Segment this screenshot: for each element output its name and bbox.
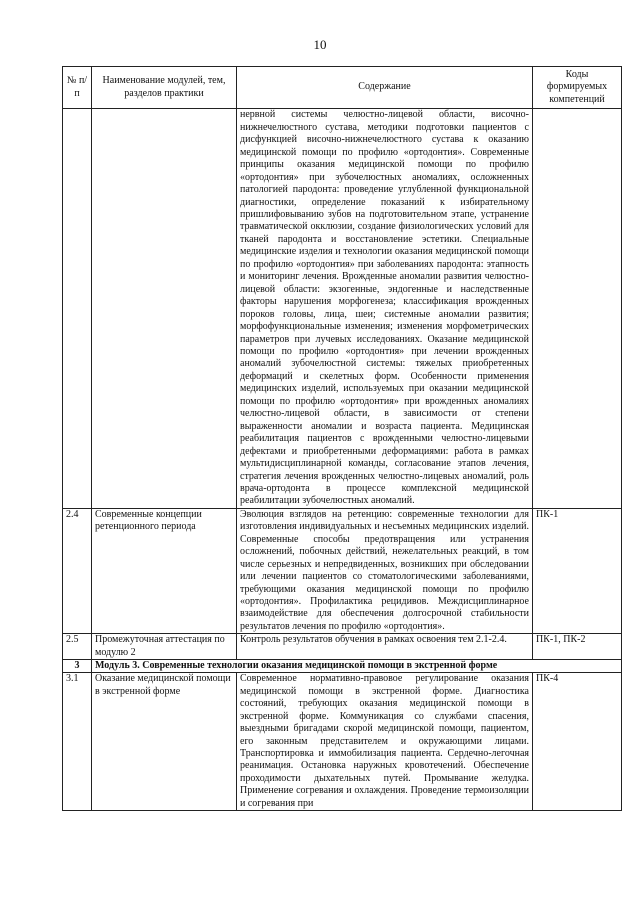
row-num	[63, 109, 92, 509]
row-content: Эволюция взглядов на ретенцию: современные технологии для изготовления индивидуальных и несъемных медицинских изделий. Современные способы предотвращения или устранения осложнений, побочных действий, нежелательных реакций, в том числе серьезных и непредвиденных, возникших при обследовании или лечении пациентов со стоматологическими заболеваниями, требующими оказания медицинской помощи по профилю «ортодонтия». Профилактика рецидивов. Междисциплинарное взаимодействие для обеспечения долгосрочной стабильности результатов лечения по профилю «ортодонтия».	[237, 508, 533, 634]
row-name: Промежуточная аттестация по модулю 2	[92, 634, 237, 660]
row-codes: ПК-1, ПК-2	[533, 634, 622, 660]
page-number: 10	[313, 37, 327, 52]
row-name: Современные концепции ретенционного периода	[92, 508, 237, 634]
header-num: № п/п	[63, 67, 92, 109]
table-row	[63, 634, 622, 660]
row-content: Контроль результатов обучения в рамках освоения тем 2.1-2.4.	[237, 634, 533, 660]
row-num: 2.5	[63, 634, 92, 660]
module-row	[63, 660, 622, 673]
row-num: 3.1	[63, 673, 92, 811]
row-codes: ПК-4	[533, 673, 622, 811]
header-name: Наименование модулей, тем, разделов практики	[92, 67, 237, 109]
table-row	[63, 109, 622, 509]
table-row	[63, 673, 622, 811]
table-header-row	[63, 67, 622, 109]
row-codes: ПК-1	[533, 508, 622, 634]
table-row	[63, 508, 622, 634]
row-content: Современное нормативно-правовое регулирование оказания медицинской помощи в экстренной форме. Диагностика состояний, требующих оказания медицинской помощи в экстренной форме. Коммуникация со службами спасения, выездными бригадами скорой медицинской помощи, пациентом, его законным представителем и окружающими лицами. Транспортировка и иммобилизация пациента. Сердечно-легочная реанимация. Остановка наружных кровотечений. Обеспечение проходимости дыхательных путей. Промывание желудка. Применение согревания и охлаждения. Проведение термоизоляции и согревания при	[237, 673, 533, 811]
header-content: Содержание	[237, 67, 533, 109]
row-name: Оказание медицинской помощи в экстренной форме	[92, 673, 237, 811]
header-codes: Коды формируемых компетенций	[533, 67, 622, 109]
row-content: нервной системы челюстно-лицевой области, височно-нижнечелюстного сустава, методики подготовки пациентов с дисфункцией височно-нижнечелюстного сустава к оказанию медицинской помощи по профилю «ортодонтия». Современные принципы оказания медицинской помощи по профилю «ортодонтия» при зубочелюстных аномалиях, осложненных патологией пародонта: проведение углубленной функциональной диагностики, определение показаний к избирательному пришлифовыванию зубов на подготовительном этапе, устранение травматической окклюзии, создание физиологических условий для тканей пародонта и восстановление эстетики. Специальные медицинские изделия и технологии оказания медицинской помощи по профилю «ортодонтия» при заболеваниях пародонта: этапность и мониторинг лечения. Врожденные аномалии развития челюстно-лицевой области: экзогенные, эндогенные и наследственные факторы нарушения морфогенеза; классификация врожденных пороков головы, лица, шеи; системные аномалии развития; морфофункциональные изменения; изменения морфометрических параметров при лучевых исследованиях. Оказание медицинской помощи по профилю «ортодонтия» при лечении врожденных аномалий зубочелюстной системы: тяжелых приобретенных деформаций и скелетных форм. Особенности применения медицинских изделий, используемых при оказании медицинской помощи по профилю «ортодонтия» при врожденных аномалиях челюстно-лицевой области, в зависимости от степени выраженности аномалии и возраста пациента. Медицинская реабилитация пациентов с врожденными челюстно-лицевыми дефектами и приобретенными деформациями: работа в рамках мультидисциплинарной команды, согласование этапов лечения, стратегия лечения врожденных челюстно-лицевых аномалий, роль врача-ортодонта в процессе комплексной медицинской реабилитации зубочелюстных аномалий.	[237, 109, 533, 509]
module-num: 3	[63, 660, 92, 673]
module-title: Модуль 3. Современные технологии оказания медицинской помощи в экстренной форме	[92, 660, 622, 673]
row-num: 2.4	[63, 508, 92, 634]
row-codes	[533, 109, 622, 509]
row-name	[92, 109, 237, 509]
curriculum-table	[62, 66, 622, 811]
